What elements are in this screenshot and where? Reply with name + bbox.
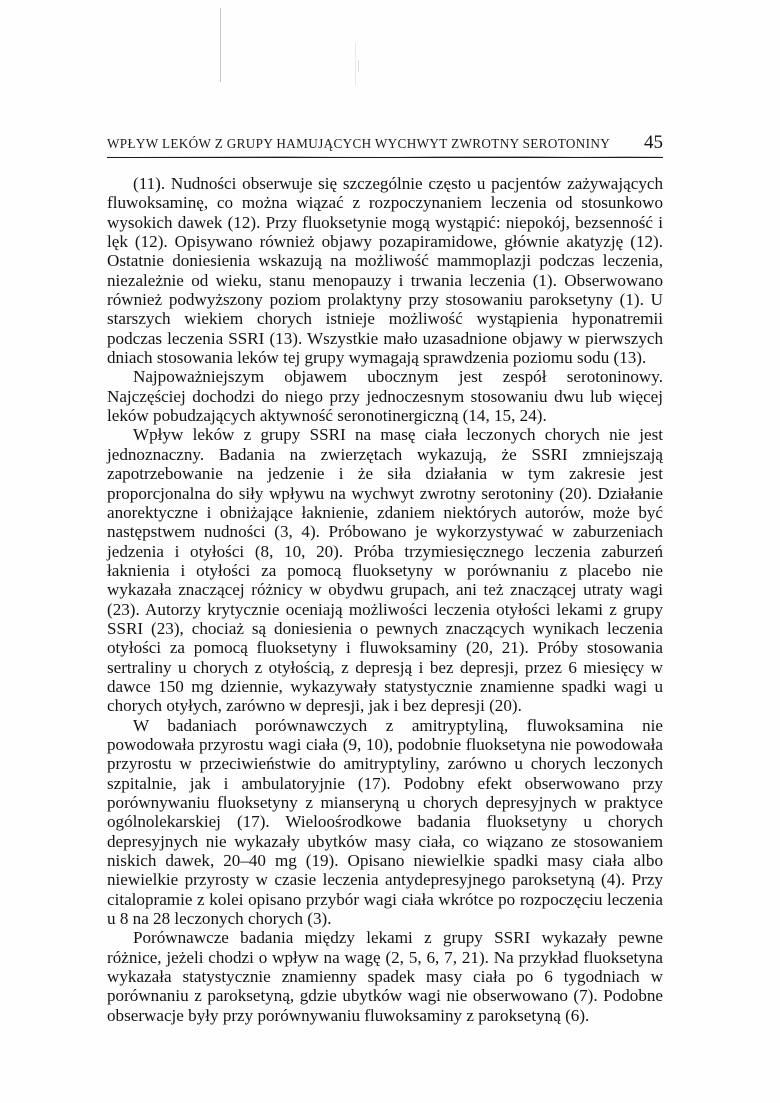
running-head-title: WPŁYW LEKÓW Z GRUPY HAMUJĄCYCH WYCHWYT ZWROTNY SEROTONINY bbox=[107, 136, 611, 151]
scan-speck-artifact bbox=[355, 43, 356, 85]
body-text-column bbox=[107, 174, 663, 1025]
scan-speck-artifact bbox=[358, 60, 359, 72]
paragraph: Wpływ leków z grupy SSRI na masę ciała leczonych chorych nie jest jednoznaczny. Badania na zwierzętach wykazują, że SSRI zmniejszają zapotrzebowanie na jedzenie i że siła działania w tym zakresie jest proporcjonalna do siły wpływu na wychwyt zwrotny serotoniny (20). Działanie anorektyczne i obniżające łaknienie, zdaniem niektórych autorów, może być następstwem nudności (3, 4). Próbowano je wykorzystywać w zaburzeniach jedzenia i otyłości (8, 10, 20). Próba trzymiesięcznego leczenia zaburzeń łaknienia i otyłości za pomocą fluoksetyny w porównaniu z placebo nie wykazała znaczącej różnicy w obydwu grupach, ani też znaczącej utraty wagi (23). Autorzy krytycznie oceniają możliwości leczenia otyłości lekami z grupy SSRI (23), chociaż są doniesienia o pewnych znaczących wynikach leczenia otyłości za pomocą fluoksetyny i fluwoksaminy (20, 21). Próby stosowania sertraliny u chorych z otyłością, z depresją i bez depresji, przez 6 miesięcy w dawce 150 mg dziennie, wykazywały statystycznie znamienne spadki wagi u chorych otyłych, zarówno w depresji, jak i bez depresji (20). bbox=[107, 425, 663, 716]
paragraph: (11). Nudności obserwuje się szczególnie często u pacjentów zażywających fluwoksaminę, co można wiązać z rozpoczynaniem leczenia od stosunkowo wysokich dawek (12). Przy fluoksetynie mogą wystąpić: niepokój, bezsenność i lęk (12). Opisywano również objawy pozapiramidowe, głównie akatyzję (12). Ostatnie doniesienia wskazują na możliwość mammoplazji podczas leczenia, niezależnie od wieku, stanu menopauzy i trwania leczenia (1). Obserwowano również podwyższony poziom prolaktyny przy stosowaniu paroksetyny (1). U starszych wiekiem chorych istnieje możliwość wystąpienia hyponatremii podczas leczenia SSRI (13). Wszystkie mało uzasadnione objawy w pierwszych dniach stosowania leków tej grupy wymagają sprawdzenia poziomu sodu (13). bbox=[107, 174, 663, 368]
paragraph: Najpoważniejszym objawem ubocznym jest zespół serotoninowy. Najczęściej dochodzi do niego przy jednoczesnym stosowaniu dwu lub więcej leków pobudzających aktywność seronotinergiczną (14, 15, 24). bbox=[107, 367, 663, 426]
paragraph: Porównawcze badania między lekami z grupy SSRI wykazały pewne różnice, jeżeli chodzi o wpływ na wagę (2, 5, 6, 7, 21). Na przykład fluoksetyna wykazała statystycznie znamienny spadek masy ciała po 6 tygodniach w porównaniu z paroksetyną, gdzie ubytków wagi nie obserwowano (7). Podobne obserwacje były przy porównywaniu fluwoksaminy z paroksetyną (6). bbox=[107, 928, 663, 1025]
running-head bbox=[107, 132, 663, 156]
header-rule bbox=[107, 157, 663, 158]
scan-streak-artifact bbox=[220, 8, 221, 82]
paragraph: W badaniach porównawczych z amitryptyliną, fluwoksamina nie powodowała przyrostu wagi ciała (9, 10), podobnie fluoksetyna nie powodowała przyrostu w przeciwieństwie do amitryptyliny, zarówno u chorych leczonych szpitalnie, jak i ambulatoryjnie (17). Podobny efekt obserwowano przy porównywaniu fluoksetyny z mianseryną u chorych depresyjnych w praktyce ogólnolekarskiej (17). Wieloośrodkowe badania fluoksetyny u chorych depresyjnych nie wykazały ubytków masy ciała, co wiązano ze stosowaniem niskich dawek, 20–40 mg (19). Opisano niewielkie spadki masy ciała albo niewielkie przyrosty w czasie leczenia antydepresyjnego paroksetyną (4). Przy citalopramie z kolei opisano przybór wagi ciała wkrótce po rozpoczęciu leczenia u 8 na 28 leczonych chorych (3). bbox=[107, 715, 663, 929]
page-number: 45 bbox=[644, 132, 663, 153]
